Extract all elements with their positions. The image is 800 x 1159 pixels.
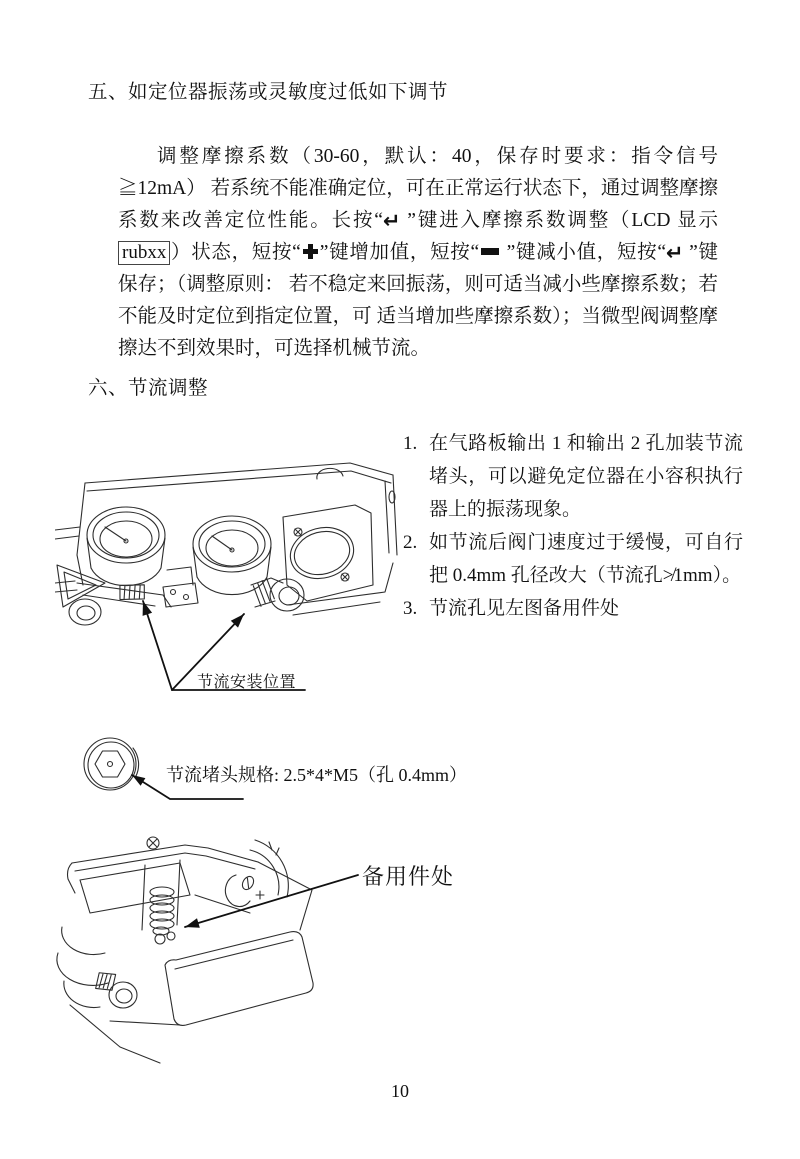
paragraph-segment: ”键保存；（调整原则： 若不稳定来回振荡，则可适当减小些摩擦系数；若不能及时定位到指定位置，可 适当增加些摩擦系数）；当微型阀调整摩擦达不到效果时，可选择机械节流。: [118, 242, 718, 359]
step-number: 1.: [403, 433, 418, 454]
lower-left-body: [57, 927, 180, 1063]
frame-plates: [68, 837, 313, 930]
paragraph-segment: 调整摩擦系数（30-60，默认：40，保存时要求：指令信号≧12mA） 若系统不能准确定位，可在正常运行状态下，通过调整摩擦系数来改善定位性能。长按“: [118, 146, 718, 231]
step-number: 2.: [403, 532, 418, 553]
throttle-install-position-label: 节流安装位置: [197, 674, 297, 691]
figure-spare-parts-location: [50, 835, 360, 1085]
bottom-panel: [165, 932, 313, 1026]
spring-assembly: [150, 887, 175, 944]
step-number: 3.: [403, 598, 418, 619]
minus-key-icon: [481, 248, 499, 255]
figure-throttle-install-positions: [55, 435, 405, 705]
section5-paragraph: [118, 141, 718, 365]
paragraph-segment: ）状态，短按“: [170, 242, 301, 263]
paragraph-segment: ”键增加值，短按“: [319, 242, 480, 263]
throttle-plug-drawing: [84, 738, 139, 790]
section6-steps: [403, 427, 743, 625]
enter-key-icon: ↵: [665, 241, 684, 265]
list-item: [403, 592, 743, 625]
paragraph-segment: ”键减小值，短按“: [501, 242, 666, 263]
step-text: 如节流后阀门速度过于缓慢，可自行把 0.4mm 孔径改大（节流孔≯1mm）。: [429, 532, 743, 586]
section5-heading: 五、如定位器振荡或灵敏度过低如下调节: [88, 82, 449, 103]
step-text: 节流孔见左图备用件处: [429, 598, 620, 619]
section6-heading: 六、节流调整: [88, 378, 209, 399]
lcd-code-box: rubxx: [118, 241, 170, 265]
pressure-gauge-right: [193, 516, 271, 595]
knurled-connector: [251, 578, 304, 611]
list-item: [403, 427, 743, 526]
center-bracket: [163, 567, 198, 607]
spare-parts-label: 备用件处: [362, 864, 455, 889]
left-bracket: [57, 565, 146, 625]
plus-key-icon: [303, 244, 318, 259]
enter-key-icon: ↵: [382, 209, 401, 233]
step-text: 在气路板输出 1 和输出 2 孔加装节流堵头，可以避免定位器在小容积执行器上的振荡现象。: [429, 433, 743, 520]
spare-parts-arrow: [185, 875, 358, 928]
page-number: 10: [391, 1081, 409, 1101]
list-item: [403, 526, 743, 592]
paragraph-segment: ”键进入摩擦系数调整（LCD 显示: [400, 210, 719, 231]
oval-cover-plate: [283, 505, 373, 601]
throttle-plug-spec-label: 节流堵头规格: 2.5*4*M5（孔 0.4mm）: [166, 765, 468, 785]
pressure-gauge-left: [87, 507, 165, 586]
